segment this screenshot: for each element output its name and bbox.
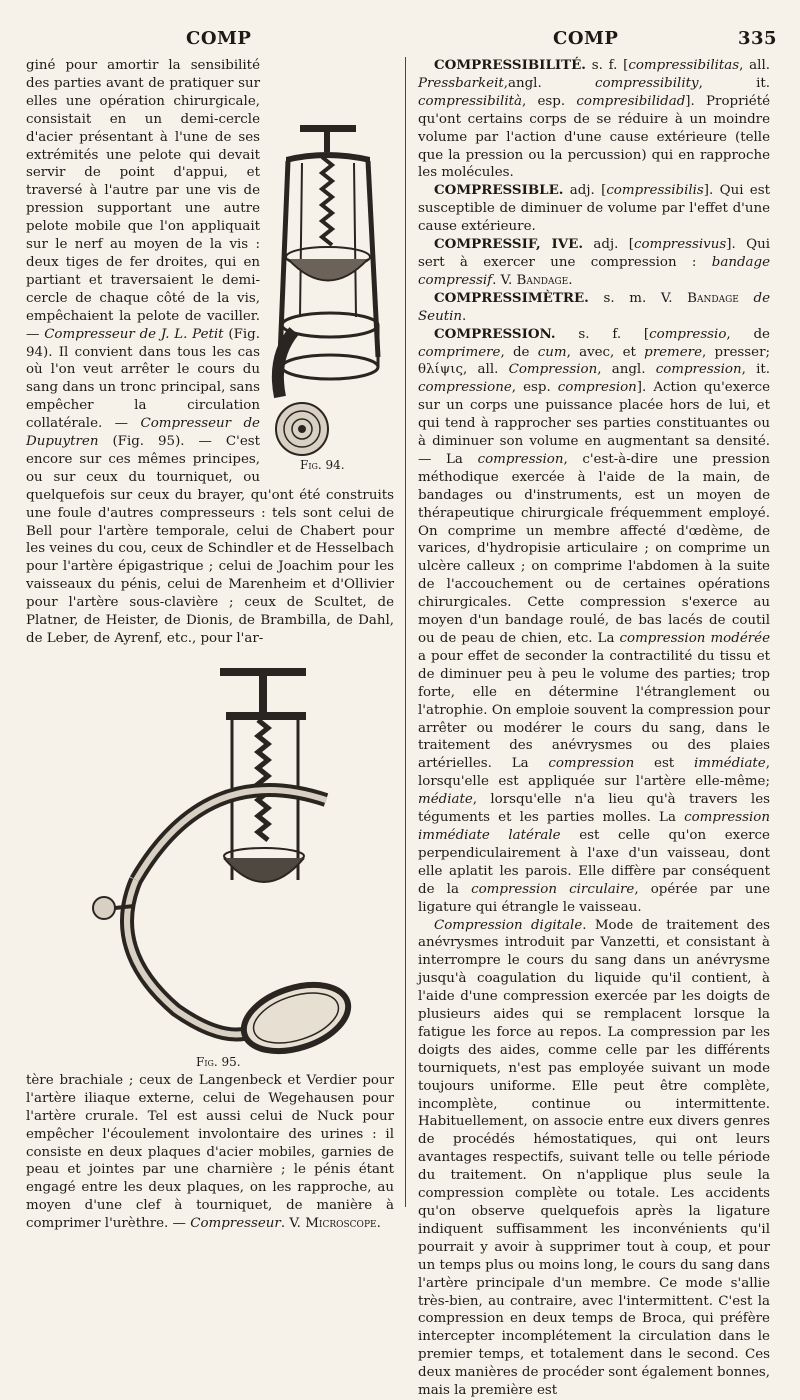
entry-text: , all.: [739, 58, 770, 73]
entry-text: ,angl.: [503, 75, 542, 91]
entry-compressimetre: [418, 290, 770, 326]
latin-term: compressio: [649, 326, 727, 342]
emphasis: médiate: [418, 792, 473, 808]
cross-ref-bandage-seutin[interactable]: Bandage: [687, 290, 739, 306]
entry-text: , c'est-à-dire une pression méthodique exercée à l'aide de la main, de bandages ou d'instruments, est un moyen de thérapeutique chirurgicale fréquemment employé. On comprime un membre affecté d'œdème, de varices, d'hydropisie articulaire ; on comprime un ulcère calleux ; on comprime l'abdomen à la suite de l'accouchement ou de certaines opérations chirurgicales. Cette compression s'exerce au moyen d'un bandage roulé, de bas lacés de coutil ou de peau de chien, etc. La: [418, 451, 770, 646]
headword-compressible: COMPRESSIBLE.: [434, 182, 564, 199]
english-term: compressibility: [595, 75, 699, 91]
entry-text: , esp.: [511, 380, 551, 396]
entry-text: ]. Qui sert à exercer une compression :: [418, 237, 770, 270]
headword-compression: COMPRESSION.: [434, 325, 556, 342]
entry-text: , it.: [698, 75, 770, 91]
entry-text: , it.: [741, 362, 770, 378]
figure-94-caption: Fig. 94.: [300, 458, 345, 472]
entry-compressif: [418, 236, 770, 290]
emphasis: compression immédiate latérale: [418, 810, 770, 843]
entry-text: ]. Action qu'exerce sur un corps une puissance placée hors de lui, et qui tend à rapprocher ses parties constituantes ou à diminuer son volume en augmentant sa densité. — La: [418, 380, 770, 467]
entry-text: . Mode de traitement des anévrysmes introduit par Vanzetti, et consistant à interrompre le cours du sang dans un anévrysme jusqu'à coagulation du liquide qu'il contient, à l'aide d'une compression exercée par les doigts de plusieurs aides qui se remplacent lorsque la fatigue les force au repos. La compression par les doigts des aides, comme celle par les différents tourniquets, n'est pas employée suivant un mode toujours uniforme. Elle peut être complète, incomplète, continue ou intermittente. Habituellement, on associe entre eux divers genres de procédés hémostatiques, qui ont leurs avantages respectifs, suivant telle ou telle période du traitement. On n'applique plus seule la compression complète ou totale. Les accidents qu'on observe quelquefois après la ligature indiquent suffisamment les inconvénients qu'il pourrait y avoir à supprimer tout à coup, et pour un temps plus ou moins long, le cours du sang dans l'artère principale d'un membre. Ce mode s'allie très-bien, au contraire, avec l'intermittent. C'est la compression en deux temps de Broca, qui préfère intercepter incomplétement la circulation dans le premier temps, et totalement dans le second. Ces deux manières de procéder sont également bonnes, mais la première est: [418, 917, 770, 1399]
figure-94: [266, 117, 394, 472]
figure-95-caption: Fig. 95.: [196, 1054, 241, 1069]
headword-compressif: COMPRESSIF, IVE.: [434, 236, 583, 253]
example-phrase: de Seutin: [418, 290, 770, 324]
column-rule: [405, 57, 406, 1207]
subentry-compression-digitale: [418, 917, 770, 1400]
entry-compression: [418, 326, 770, 917]
entry-text: s. f. [: [578, 326, 650, 342]
right-column: [418, 57, 770, 1400]
entry-text: .: [568, 272, 573, 288]
emphasis: immédiate: [693, 756, 766, 772]
english-term: compression: [655, 362, 742, 378]
german-term: Compression: [508, 362, 598, 378]
entry-text: s. f. [: [591, 58, 629, 73]
latin-term: compressibilitas: [628, 58, 740, 73]
italian-term: compressione: [418, 380, 512, 396]
entry-text: adj. [: [593, 237, 634, 253]
entry-text: , opérée par une ligature qui étrangle le vaisseau.: [418, 881, 771, 915]
latin-term: premere: [644, 344, 703, 360]
page-number: 335: [738, 28, 778, 49]
entry-text: ]. Propriété qu'ont certains corps de se réduire à un moindre volume par l'action d'une cause extérieure (telle que la pression ou la percussion) qui en rapproche les molécules.: [418, 93, 770, 181]
entry-text: est celle qu'on exerce perpendiculairement à l'axe d'un vaisseau, dont elle aplatit les parois. Elle diffère par conséquent de la: [418, 827, 770, 897]
latin-term: comprimere: [418, 344, 501, 360]
entry-text: , lorsqu'elle n'a lieu qu'à travers les téguments et les parties molles. La: [418, 792, 770, 826]
entry-text: a pour effet de seconder la contractilité du tissu et de diminuer peu à peu le volume des parties; trop forte, elle en détermine l'étranglement ou l'atrophie. On emploie souvent la compression pour arrêter ou modérer le cours du sang, dans le traitement des anévrysmes ou des plaies artérielles. La: [418, 648, 770, 772]
left-paragraph-2: tère brachiale ; ceux de Langenbeck et Verdier pour l'artère iliaque externe, celui de Wegehausen pour l'artère crurale. Tel est aussi celui de Nuck pour empêcher l'écoulement involontaire des urines : il consiste en deux plaques d'acier mobiles, garnies de peau et jointes par une charnière ; le pénis étant engagé entre les deux plaques, on les rapproche, au moyen d'une clef à tourniquet, de manière à comprimer l'urèthre. —: [26, 1072, 394, 1232]
entry-text: , angl.: [597, 362, 646, 378]
entry-text: , avec, et: [566, 344, 636, 360]
figure-95: [26, 650, 394, 1070]
entry-text: adj. [: [569, 183, 607, 199]
left-paragraph-1: giné pour amortir la sensibilité des parties avant de pratiquer sur elles une opération chirurgicale, consistait en un demi-cercle d'acier présentant à l'une de ses extrémités une pelote qui devait servir de point d'appui, et traversé à l'autre par une vis de pression supportant une autre pelote mobile que l'on appliquait sur le nerf au moyen de la vis : deux tiges de fer droites, qui en partiant et traversaient le demi-cercle de chaque côté de la vis, empêchaient la pelote de vaciller. —: [26, 58, 260, 342]
italian-term: compressibilità: [418, 93, 522, 109]
term-compression-digitale: Compression digitale: [434, 917, 583, 933]
emphasis: compression: [548, 756, 635, 772]
spanish-term: compresion: [557, 380, 637, 396]
german-term: Pressbarkeit: [418, 75, 504, 91]
headword-compressibilite: COMPRESSIBILITÉ.: [434, 57, 586, 73]
entry-text: , presser; θλίψις, all.: [418, 344, 771, 378]
entry-text: , de: [726, 326, 770, 342]
left-column: [26, 57, 394, 1233]
entry-compressible: [418, 182, 770, 236]
running-head-left: COMP: [186, 28, 252, 49]
entry-text: s. m. V.: [603, 290, 673, 306]
emphasis: compression: [477, 451, 564, 467]
latin-term: cum: [537, 344, 567, 360]
left-paragraph-1b: (Fig. 94). Il convient dans tous les cas où l'on veut arrêter le cours du sang dans un tronc principal, sans empêcher la circulation collatérale. —: [26, 326, 260, 432]
entry-text: , lorsqu'elle est appliquée sur l'artère elle-même;: [418, 756, 770, 790]
left-paragraph-2-dot: .: [376, 1216, 381, 1232]
latin-term: compressibilis: [606, 183, 704, 199]
cross-ref-bandage[interactable]: Bandage: [516, 272, 569, 288]
latin-term: compressivus: [633, 237, 727, 253]
entry-text: . V.: [492, 272, 513, 288]
running-head-right: COMP: [553, 28, 619, 49]
headword-compressimetre: COMPRESSIMÈTRE.: [434, 289, 589, 306]
compressor-dupuytren-illustration: [26, 650, 394, 1070]
entry-text: , esp.: [521, 93, 566, 109]
left-paragraph-2-end: . V.: [280, 1216, 301, 1232]
emphasis: compression circulaire: [471, 881, 635, 897]
compressor-petit-illustration: [266, 117, 394, 467]
entry-text: .: [462, 308, 467, 324]
left-paragraph-1c: (Fig. 95). — C'est encore sur ces mêmes principes, ou sur ceux du tourniquet, ou quelquefois sur ceux du brayer, qu'ont été construits une foule d'autres compresseurs : tels sont celui de Bell pour l'artère temporale, celui de Chabert pour les veines du cou, ceux de Schindler et de Hesselbach pour l'artère épigastrique ; celui de Joachim pour les vaisseaux du pénis, celui de Marenheim et d'Ollivier pour l'artère sous-clavière ; ceux de Scultet, de Platner, de Heister, de Dionis, de Brambilla, de Dahl, de Leber, de Ayrenf, etc., pour l'ar-: [26, 434, 394, 646]
entry-text: est: [654, 756, 675, 772]
spanish-term: compresibilidad: [576, 93, 686, 109]
emphasis: compression modérée: [619, 631, 770, 646]
term-compresseur-petit: Compresseur de J. L. Petit: [44, 326, 224, 342]
example-phrase: bandage compressif: [418, 254, 770, 288]
entry-text: , de: [500, 344, 530, 360]
term-compresseur: Compresseur: [190, 1216, 281, 1232]
cross-ref-microscope[interactable]: Microscope: [305, 1216, 377, 1232]
term-compresseur-dupuytren: Compresseur de Dupuytren: [26, 416, 260, 450]
entry-compressibilite: [418, 57, 770, 182]
entry-text: ]. Qui est susceptible de diminuer de volume par l'effet d'une cause extérieure.: [418, 183, 770, 235]
